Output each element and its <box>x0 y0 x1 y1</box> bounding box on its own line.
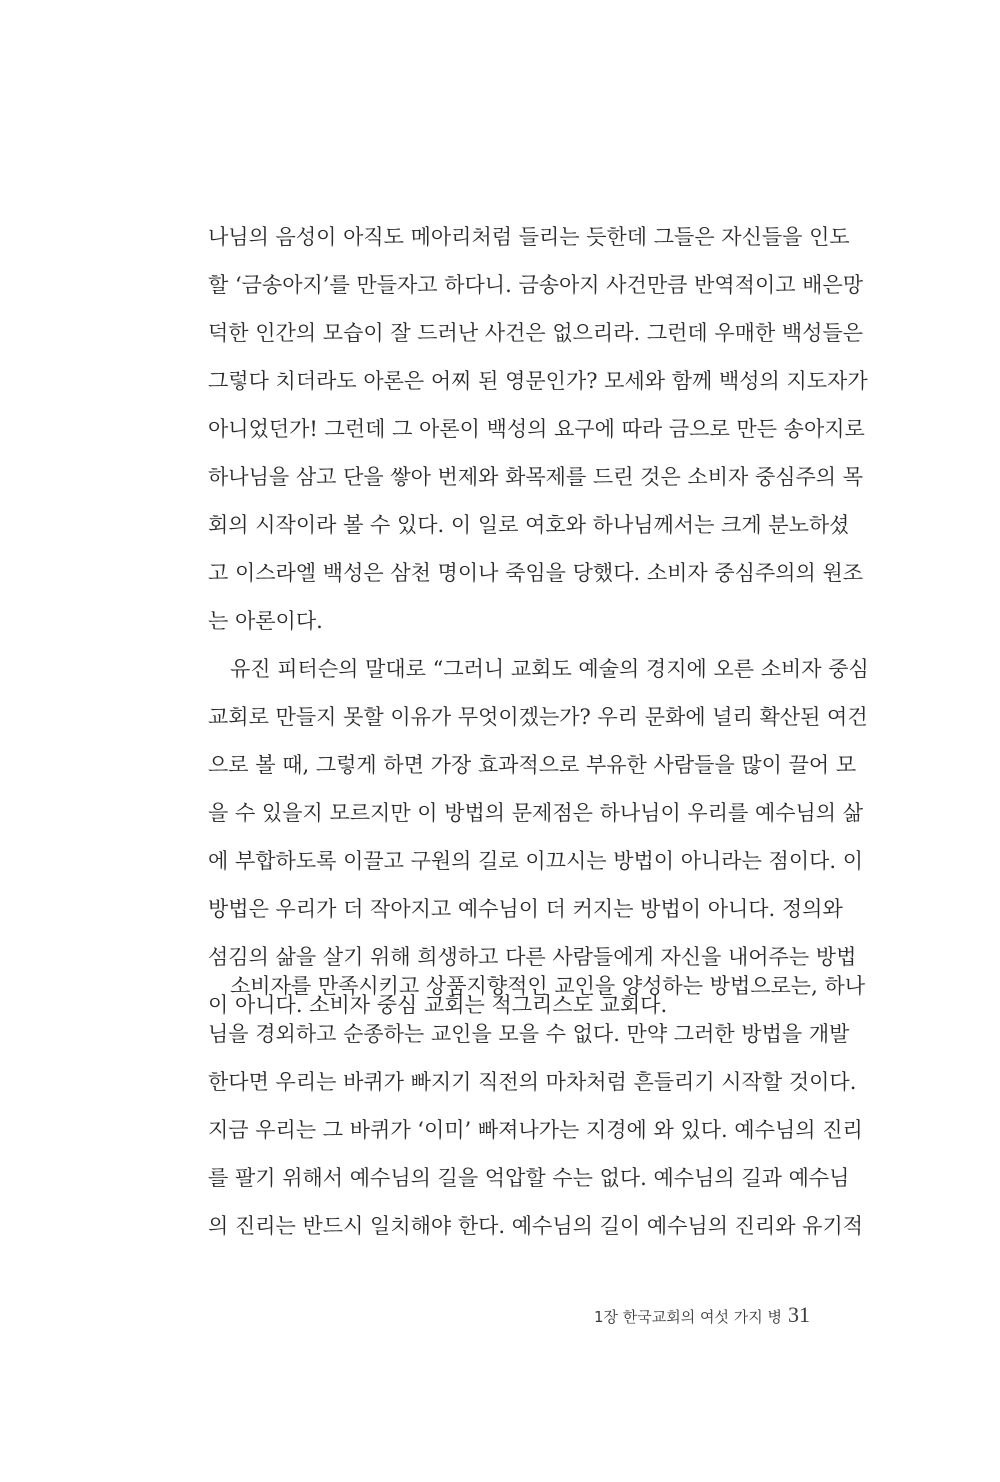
text-line: 고 이스라엘 백성은 삼천 명이나 죽임을 당했다. 소비자 중심주의의 원조 <box>208 561 864 585</box>
paragraph-continuation <box>208 213 868 645</box>
text-line: 방법은 우리가 더 작아지고 예수님이 더 커지는 방법이 아니다. 정의와 <box>208 897 843 921</box>
body-text-lower <box>208 962 866 1250</box>
text-line: 의 진리는 반드시 일치해야 한다. 예수님의 길이 예수님의 진리와 유기적 <box>208 1214 864 1238</box>
text-line: 할 ‘금송아지’를 만들자고 하다니. 금송아지 사건만큼 반역적이고 배은망 <box>208 273 864 297</box>
text-line: 는 아론이다. <box>208 609 323 633</box>
text-line: 나님의 음성이 아직도 메아리처럼 들리는 듯한데 그들은 자신들을 인도 <box>208 225 850 249</box>
text-line: 님을 경외하고 순종하는 교인을 모을 수 없다. 만약 그러한 방법을 개발 <box>208 1022 850 1046</box>
running-chapter-title: 1장 한국교회의 여섯 가지 병 <box>593 1308 782 1326</box>
text-line: 유진 피터슨의 말대로 “그러니 교회도 예술의 경지에 오른 소비자 중심 <box>230 657 869 681</box>
text-line: 덕한 인간의 모습이 잘 드러난 사건은 없으리라. 그런데 우매한 백성들은 <box>208 321 864 345</box>
text-line: 이 아니다. 소비자 중심 교회는 적그리스도 교회다. <box>208 993 668 1017</box>
text-line: 를 팔기 위해서 예수님의 길을 억압할 수는 없다. 예수님의 길과 예수님 <box>208 1166 850 1190</box>
text-line: 한다면 우리는 바퀴가 빠지기 직전의 마차처럼 흔들리기 시작할 것이다. <box>208 1070 857 1094</box>
text-line: 에 부합하도록 이끌고 구원의 길로 이끄시는 방법이 아니라는 점이다. 이 <box>208 849 864 873</box>
text-line: 으로 볼 때, 그렇게 하면 가장 효과적으로 부유한 사람들을 많이 끌어 모 <box>208 753 857 777</box>
paragraph-consumer <box>208 962 866 1250</box>
text-line: 하나님을 삼고 단을 쌓아 번제와 화목제를 드린 것은 소비자 중심주의 목 <box>208 465 864 489</box>
text-line: 지금 우리는 그 바퀴가 ‘이미’ 빠져나가는 지경에 와 있다. 예수님의 진리 <box>208 1118 863 1142</box>
text-line: 섬김의 삶을 살기 위해 희생하고 다른 사람들에게 자신을 내어주는 방법 <box>208 945 857 969</box>
text-line: 회의 시작이라 볼 수 있다. 이 일로 여호와 하나님께서는 크게 분노하셨 <box>208 513 850 537</box>
body-text-upper <box>208 213 869 1029</box>
text-line: 소비자를 만족시키고 상품지향적인 교인을 양성하는 방법으로는, 하나 <box>230 974 866 998</box>
page-number: 31 <box>788 1302 810 1327</box>
text-line: 교회로 만들지 못할 이유가 무엇이겠는가? 우리 문화에 널리 확산된 여건 <box>208 705 868 729</box>
text-line: 그렇다 치더라도 아론은 어찌 된 영문인가? 모세와 함께 백성의 지도자가 <box>208 369 868 393</box>
page-footer <box>594 1300 810 1330</box>
text-line: 아니었던가! 그런데 그 아론이 백성의 요구에 따라 금으로 만든 송아지로 <box>208 417 865 441</box>
text-line: 을 수 있을지 모르지만 이 방법의 문제점은 하나님이 우리를 예수님의 삶 <box>208 801 864 825</box>
